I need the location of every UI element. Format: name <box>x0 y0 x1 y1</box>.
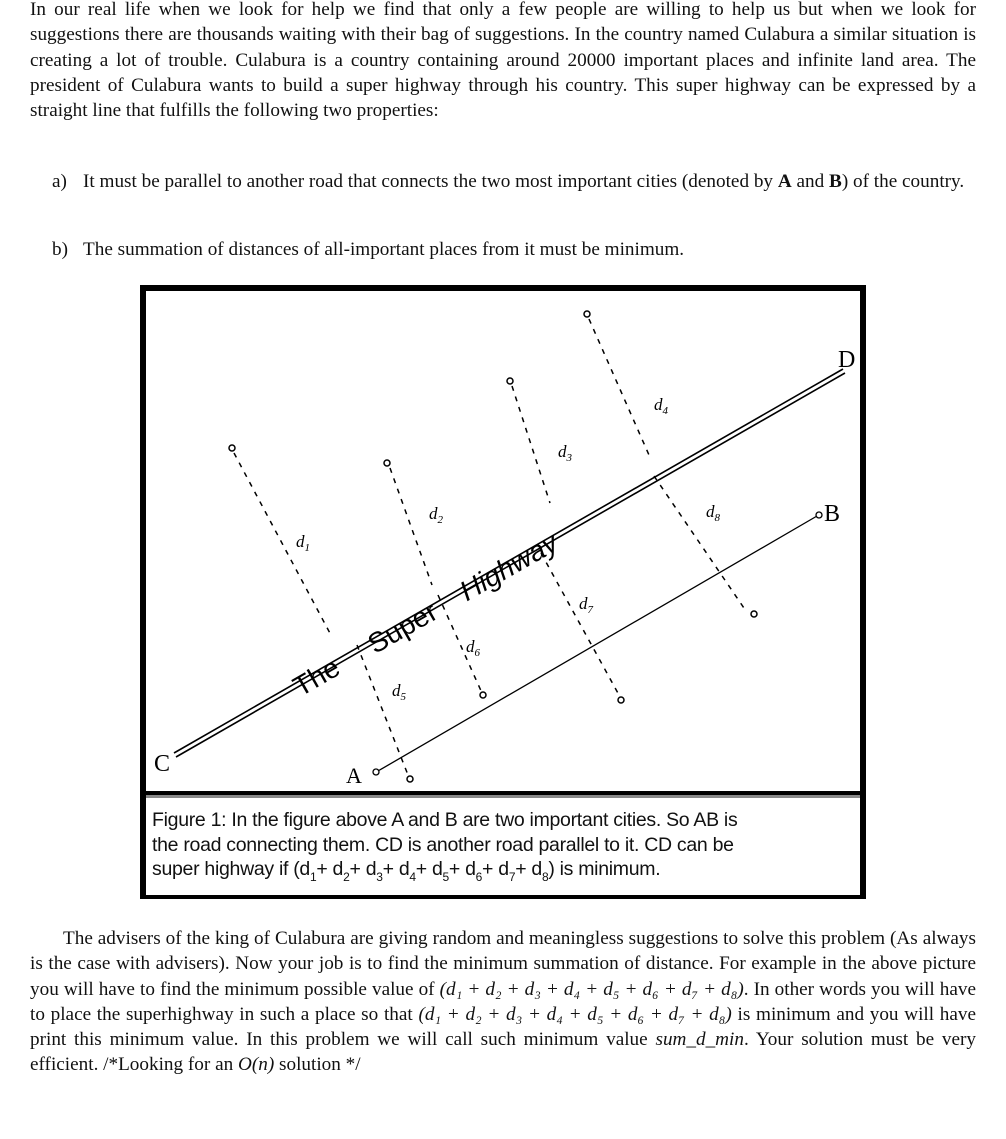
label-d: D <box>838 347 856 373</box>
place-point-4 <box>584 311 590 317</box>
place-point-5 <box>407 776 413 782</box>
dist-line-d8 <box>654 476 746 611</box>
label-b: B <box>824 501 841 527</box>
road-ab <box>378 516 817 771</box>
dist-label-d2: $d_2$ <box>429 504 443 526</box>
dist-line-d5 <box>357 645 408 775</box>
dist-line-d7 <box>541 553 619 695</box>
dist-label-d3: $d_3$ <box>558 442 572 464</box>
place-point-8 <box>751 611 757 617</box>
property-b-label: b) <box>52 239 68 260</box>
caption-line-2: the road connecting them. CD is another road parallel to it. CD can be <box>152 833 734 856</box>
figure-caption <box>146 795 860 895</box>
dist-line-d2 <box>390 468 432 585</box>
property-a <box>52 169 976 194</box>
property-a-label: a) <box>52 171 67 192</box>
label-a: A <box>346 763 362 788</box>
place-point-6 <box>480 692 486 698</box>
dist-label-d5: $d_5$ <box>392 681 406 703</box>
sum-expression-1: (d₁ + d₂ + d₃ + d₄ + d₅ + d₆ + d₇ + d₈) <box>439 978 744 1000</box>
caption-line-3: super highway if $(d_1+ d_2+ d_3+ d_4+ d_5+ d_6+ d_7+ d_8)$ is minimum. <box>152 858 661 884</box>
dist-label-d4: $d_4$ <box>654 395 668 417</box>
dist-line-d1 <box>234 453 332 637</box>
dist-label-d8: $d_8$ <box>706 502 720 524</box>
complexity: O(n) <box>237 1054 275 1076</box>
dist-line-d3 <box>512 386 550 503</box>
highway-label-the: The <box>287 651 346 703</box>
label-c: C <box>154 751 171 777</box>
diagram-svg <box>146 291 860 791</box>
second-paragraph: The advisers of the king of Culabura are giving random and meaningless suggestions to solve this problem (As always is the case with advisers). Now your job is to find the minimum summation of distance. For example in the above picture you will have to find the minimum possible value of (d₁ + d₂ + d₃ + d₄ + d₅ + d₆ + d₇ + d₈). In other words you will have to place the superhighway in such a place so that (d₁ + d₂ + d₃ + d₄ + d₅ + d₆ + d₇ + d₈) is minimum and you will have print this minimum value. In this problem we will call such minimum value sum_d_min. Your solution must be very efficient. /*Looking for an O(n) solution */ <box>30 928 977 1076</box>
property-a-text-before: It must be parallel to another road that connects the two most important cities (denoted by <box>83 171 778 192</box>
city-a-point <box>373 769 379 775</box>
figure-1 <box>140 285 866 899</box>
figure-diagram <box>146 291 860 791</box>
city-b-point <box>816 512 822 518</box>
variable-sum-d-min: sum_d_min <box>655 1029 744 1051</box>
place-point-3 <box>507 378 513 384</box>
intro-paragraph: In our real life when we look for help we find that only a few people are willing to help us but when we look for suggestions there are thousands waiting with their bag of suggestions. In the country named Culabura a similar situation is creating a lot of trouble. Culabura is a country containing around 20000 important places and infinite land area. The president of Culabura wants to build a super highway through his country. This super highway can be expressed by a straight line that fulfills the following two properties: <box>30 0 976 122</box>
place-point-7 <box>618 697 624 703</box>
sum-expression-2: (d₁ + d₂ + d₃ + d₄ + d₅ + d₆ + d₇ + d₈) <box>418 1003 732 1025</box>
highway-label-super: Super <box>362 595 443 660</box>
city-b-bold: B <box>829 171 842 192</box>
dist-line-d6 <box>438 595 482 693</box>
caption-line-1: Figure 1: In the figure above A and B are two important cities. So AB is <box>152 809 738 831</box>
property-a-text-mid: and <box>791 171 829 192</box>
property-a-text-after: ) of the country. <box>841 171 965 192</box>
place-point-2 <box>384 460 390 466</box>
place-point-1 <box>229 445 235 451</box>
highway-label-highway: Highway <box>454 526 563 607</box>
dist-label-d6: $d_6$ <box>466 637 480 659</box>
city-a-bold: A <box>777 171 792 192</box>
property-b-text: The summation of distances of all-important places from it must be minimum. <box>83 239 685 260</box>
dist-label-d7: $d_7$ <box>579 594 593 616</box>
property-b <box>52 237 976 262</box>
dist-line-d4 <box>589 319 649 455</box>
dist-label-d1: $d_1$ <box>296 532 310 554</box>
